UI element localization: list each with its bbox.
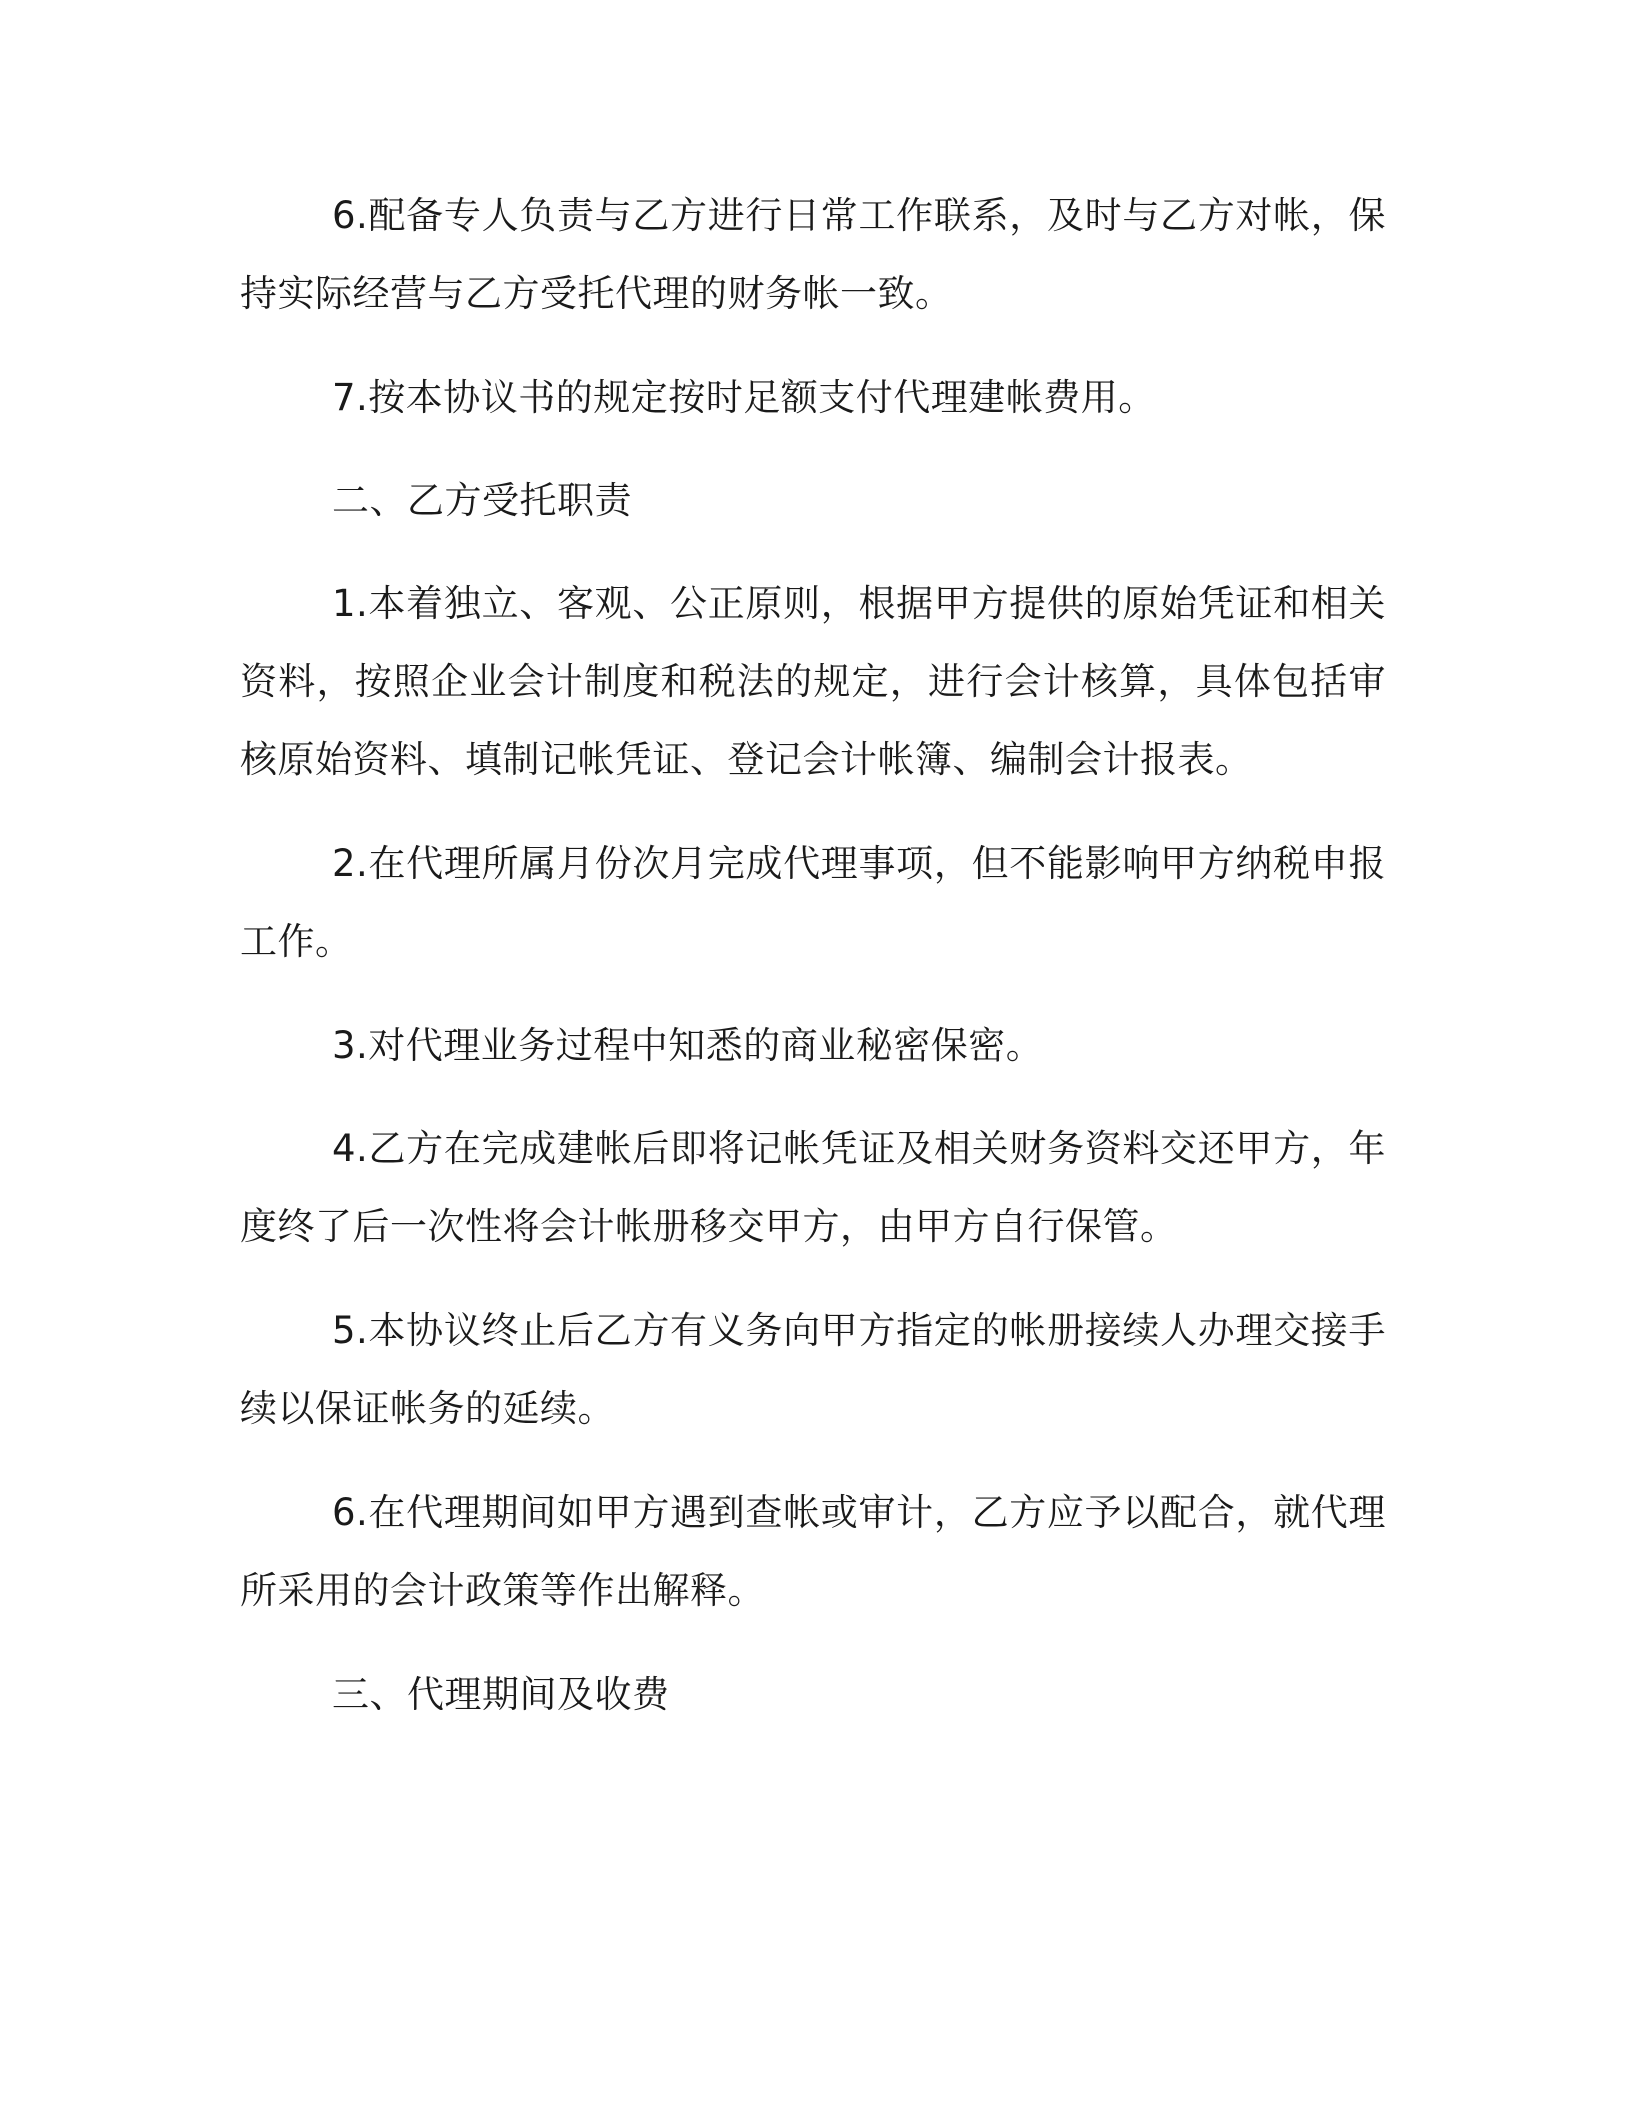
paragraph-b1: 1.本着独立、客观、公正原则，根据甲方提供的原始凭证和相关资料，按照企业会计制度和税法的规定，进行会计核算，具体包括审核原始资料、填制记帐凭证、登记会计帐簿、编制会计报表。 — [240, 582, 1386, 781]
paragraph-b2: 2.在代理所属月份次月完成代理事项，但不能影响甲方纳税申报工作。 — [240, 842, 1386, 963]
paragraph-b4: 4.乙方在完成建帐后即将记帐凭证及相关财务资料交还甲方，年度终了后一次性将会计帐册移交甲方，由甲方自行保管。 — [240, 1127, 1386, 1248]
section-heading-2: 二、乙方受托职责 — [332, 479, 632, 522]
paragraph-b3: 3.对代理业务过程中知悉的商业秘密保密。 — [332, 1024, 1044, 1067]
section-heading-3: 三、代理期间及收费 — [332, 1673, 670, 1716]
paragraph-b6: 6.在代理期间如甲方遇到查帐或审计，乙方应予以配合，就代理所采用的会计政策等作出解释。 — [240, 1491, 1386, 1612]
paragraph-a6: 6.配备专人负责与乙方进行日常工作联系，及时与乙方对帐，保持实际经营与乙方受托代理的财务帐一致。 — [240, 194, 1386, 315]
paragraph-a7: 7.按本协议书的规定按时足额支付代理建帐费用。 — [332, 376, 1156, 419]
paragraph-b5: 5.本协议终止后乙方有义务向甲方指定的帐册接续人办理交接手续以保证帐务的延续。 — [240, 1309, 1386, 1430]
